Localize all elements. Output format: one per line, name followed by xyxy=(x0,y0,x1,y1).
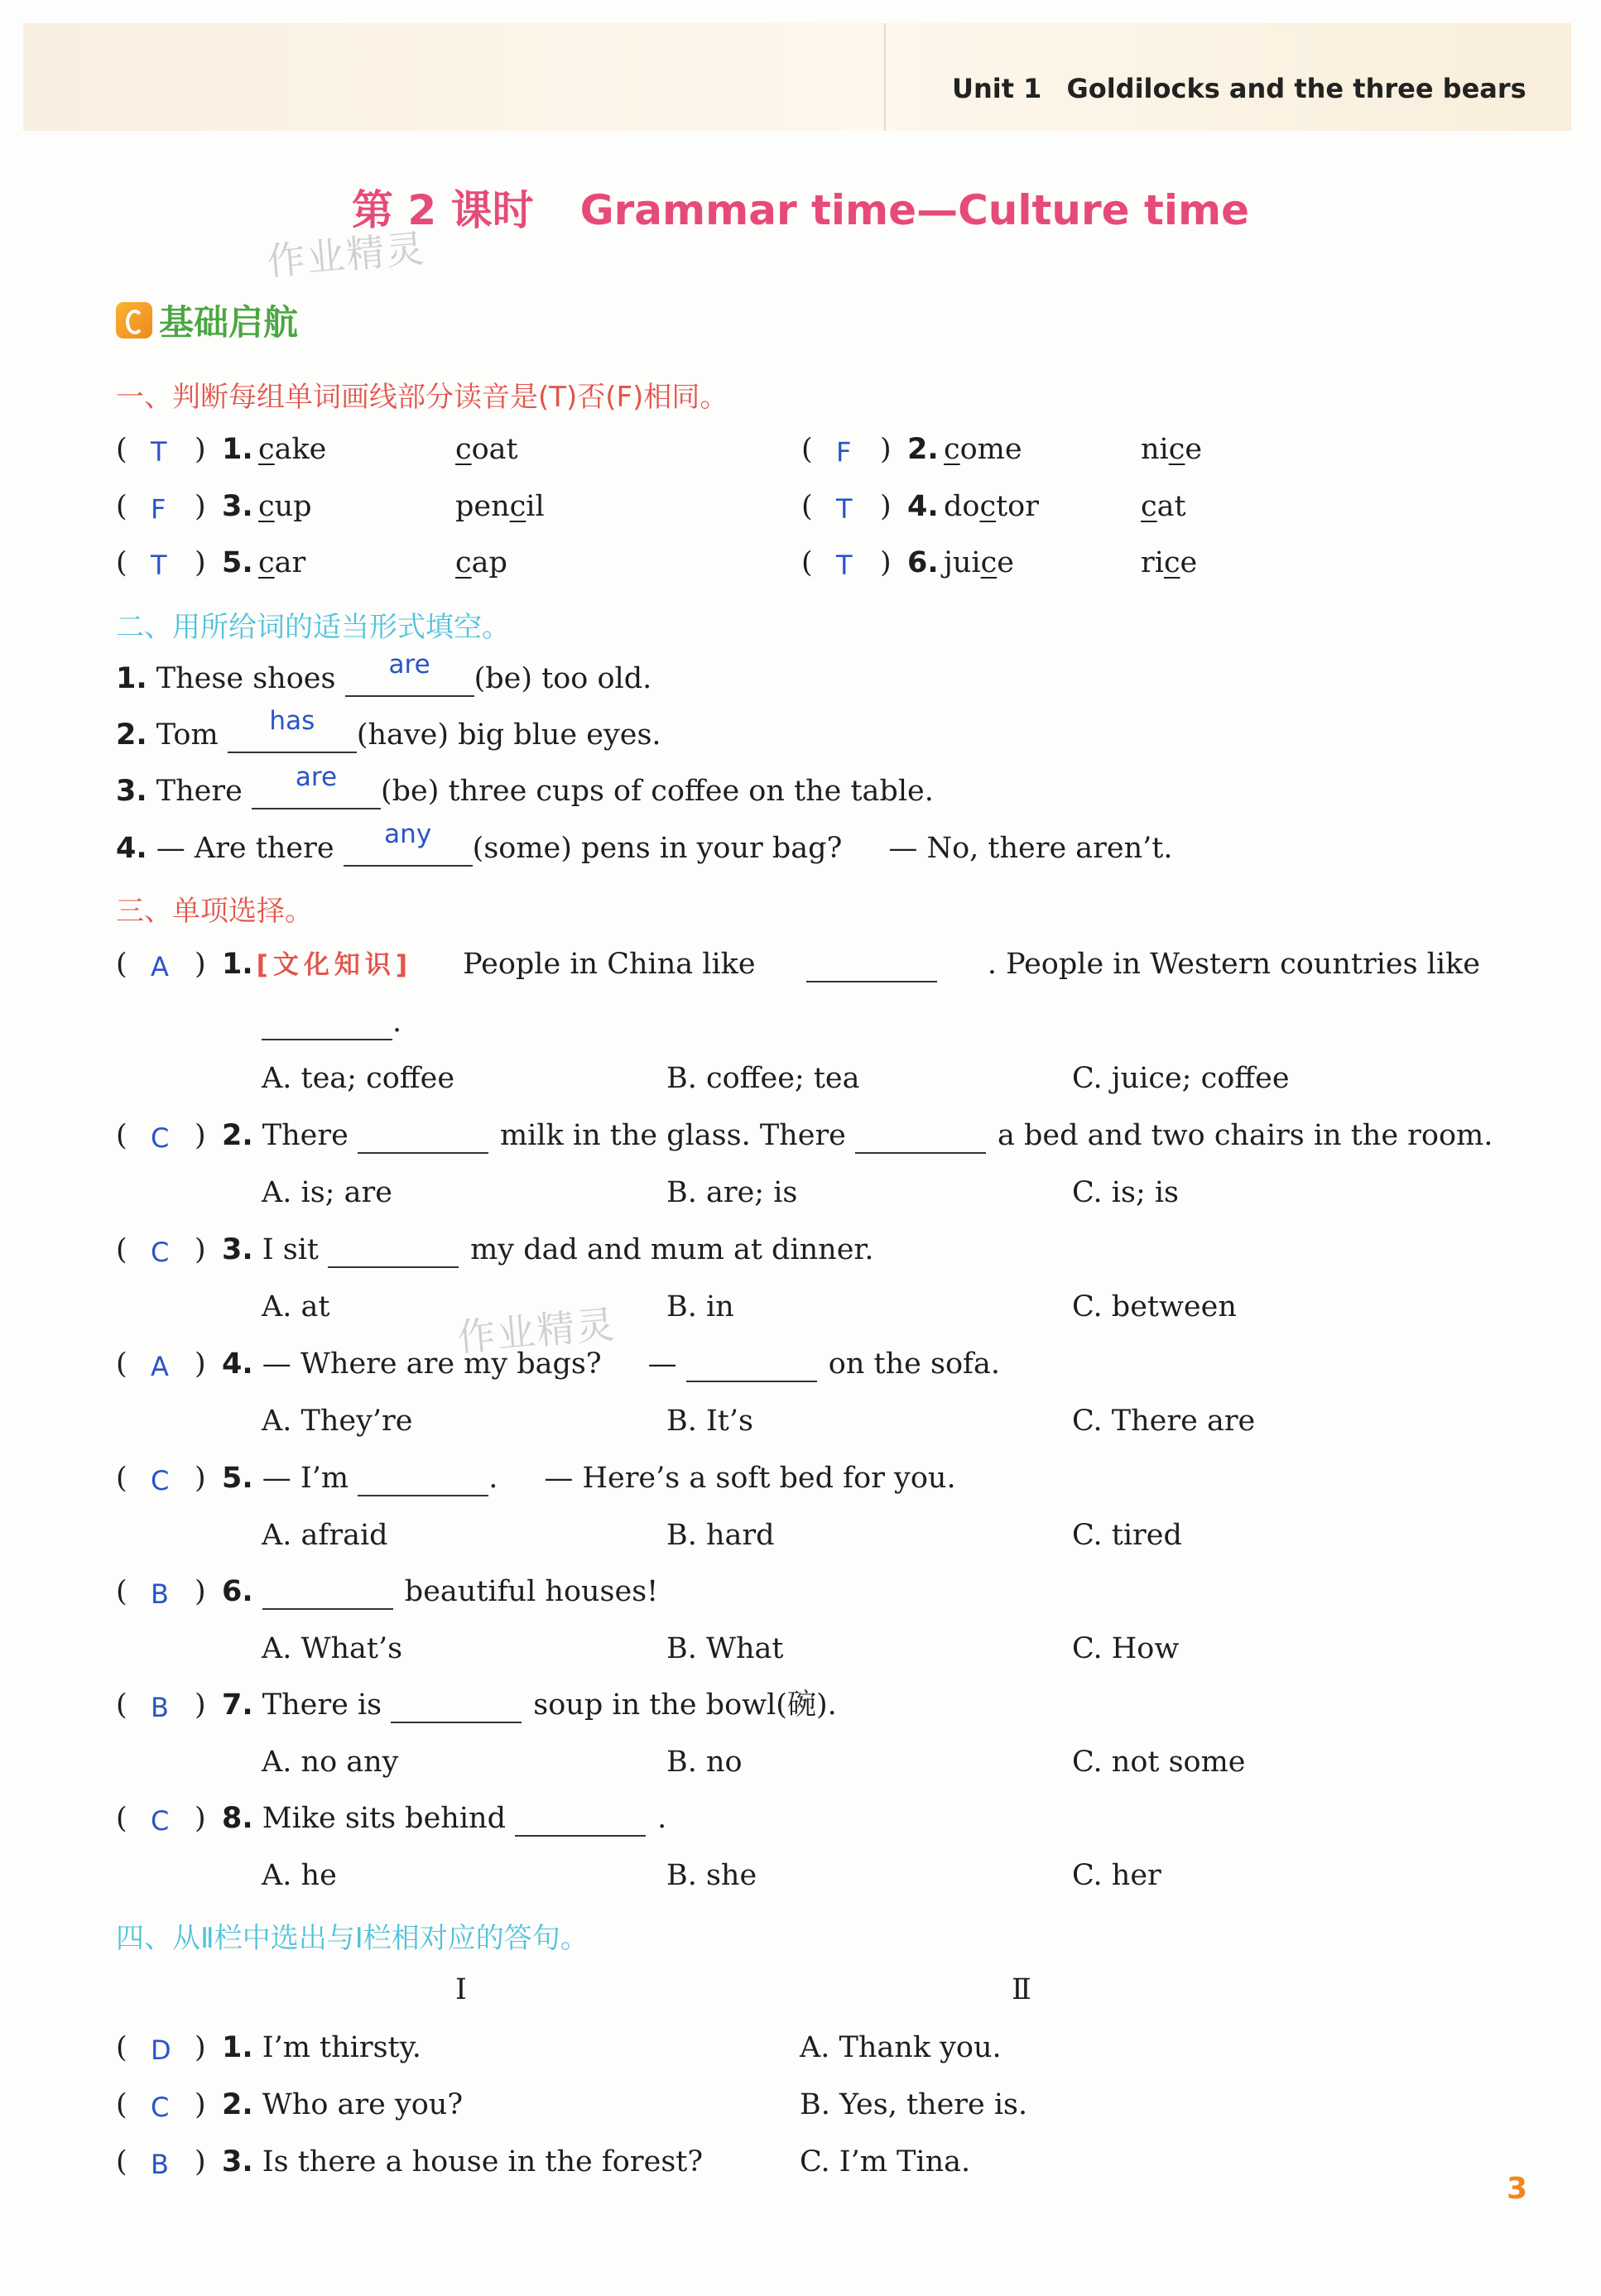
option-b: B. coffee; tea xyxy=(666,1062,860,1095)
sentence-part: on the sofa. xyxy=(828,1347,1000,1381)
word xyxy=(455,490,545,523)
part3-title: 三、单项选择。 xyxy=(116,895,313,928)
sentence-part: There xyxy=(156,775,243,808)
paren-right: ) xyxy=(195,1347,206,1381)
paren-right: ) xyxy=(195,1119,206,1152)
option-c: C. between xyxy=(1072,1290,1237,1323)
sentence-part: People in China like xyxy=(463,948,756,981)
word-2 xyxy=(1141,546,1197,579)
question-text xyxy=(222,1119,1493,1154)
paren-right: ) xyxy=(195,1688,206,1722)
part1-title: 一、判断每组单词画线部分读音是(T)否(F)相同。 xyxy=(116,381,728,414)
word-part: oat xyxy=(471,433,518,466)
paren-left: ( xyxy=(801,433,813,466)
option-a: A. tea; coffee xyxy=(262,1062,455,1095)
word-2 xyxy=(1141,433,1202,466)
word-part: ome xyxy=(959,433,1022,466)
question-text xyxy=(222,948,1480,982)
lesson-title: 第 2 课时 Grammar time—Culture time xyxy=(351,186,1250,234)
culture-tag: [文化知识] xyxy=(256,950,412,980)
sentence-part: — Here’s a soft bed for you. xyxy=(544,1462,956,1495)
word-2 xyxy=(455,433,518,466)
sentence-part: soup in the bowl(碗). xyxy=(533,1688,837,1722)
sentence-part: . xyxy=(657,1802,667,1835)
paren-right: ) xyxy=(195,2031,206,2064)
answer-blank xyxy=(328,1233,459,1268)
sentence-part: . xyxy=(392,1006,402,1039)
word-1 xyxy=(944,490,1039,523)
word-part: ni xyxy=(1141,433,1169,466)
word-part: ar xyxy=(274,546,306,579)
paren-left: ( xyxy=(801,546,813,579)
question-number: 2. xyxy=(222,1119,253,1152)
underlined-letters: c xyxy=(1141,490,1157,523)
underlined-letters: c xyxy=(258,490,275,523)
sentence-part: I sit xyxy=(262,1233,319,1266)
answer-blank xyxy=(358,1462,488,1496)
option-a: A. afraid xyxy=(262,1519,388,1552)
paren-right: ) xyxy=(195,546,206,579)
blank-answer: any xyxy=(384,819,432,849)
answer-blank xyxy=(345,650,474,697)
option-b: B. in xyxy=(666,1290,734,1323)
underlined-letters: c xyxy=(979,490,997,523)
answer-blank xyxy=(686,1347,817,1382)
word-part: e xyxy=(1180,546,1198,579)
sentence-part: (have) big blue eyes. xyxy=(356,718,661,752)
answer-blank xyxy=(855,1119,986,1154)
question-number: 7. xyxy=(222,1688,253,1722)
answer-mark: B xyxy=(151,2149,169,2180)
word xyxy=(455,433,518,466)
question-number: 2. xyxy=(907,433,939,466)
sentence-part: Tom xyxy=(156,718,219,752)
question-number: 3. xyxy=(222,1233,253,1266)
question-number: 1. xyxy=(222,948,253,981)
word-part: do xyxy=(944,490,980,523)
paren-left: ( xyxy=(116,948,127,981)
question-number: 4. xyxy=(116,832,147,865)
word-1 xyxy=(258,433,326,466)
match-option: C. I’m Tina. xyxy=(800,2145,971,2178)
answer-blank xyxy=(358,1119,488,1154)
word-part: ri xyxy=(1141,546,1164,579)
paren-right: ) xyxy=(195,2145,206,2178)
paren-right: ) xyxy=(195,433,206,466)
paren-right: ) xyxy=(195,490,206,523)
watermark: 作业精灵 xyxy=(455,1301,618,1361)
section-title: 基础启航 xyxy=(116,295,298,345)
sentence-part: Mike sits behind xyxy=(262,1802,506,1835)
question-text: Is there a house in the forest? xyxy=(262,2145,704,2178)
answer-mark: T xyxy=(151,550,167,581)
option-a: A. no any xyxy=(262,1746,399,1779)
header-divider xyxy=(884,23,886,131)
word-part: ake xyxy=(274,433,327,466)
question-text xyxy=(222,1347,1000,1382)
paren-left: ( xyxy=(801,490,813,523)
paren-left: ( xyxy=(116,1347,127,1381)
question-text xyxy=(222,1802,666,1837)
word xyxy=(455,546,507,579)
word-part: up xyxy=(274,490,312,523)
paren-right: ) xyxy=(195,2088,206,2121)
paren-left: ( xyxy=(116,1462,127,1495)
answer-blank xyxy=(515,1802,646,1837)
sentence-part: There xyxy=(262,1119,349,1152)
option-b: B. no xyxy=(666,1746,743,1779)
word-part: at xyxy=(1156,490,1186,523)
option-c: C. her xyxy=(1072,1859,1161,1892)
blank-answer: are xyxy=(295,762,338,792)
fill-blank-item xyxy=(116,650,652,697)
answer-blank xyxy=(228,706,357,753)
paren-left: ( xyxy=(116,433,127,466)
question-text xyxy=(222,1688,837,1723)
answer-mark: T xyxy=(836,493,853,525)
answer-blank xyxy=(391,1688,522,1723)
match-question xyxy=(222,2031,421,2064)
word-2 xyxy=(1141,490,1186,523)
paren-left: ( xyxy=(116,1688,127,1722)
underlined-letters: c xyxy=(258,433,275,466)
question-number: 2. xyxy=(222,2088,253,2121)
question-number: 1. xyxy=(222,2031,253,2064)
answer-mark: A xyxy=(151,1351,169,1382)
response: — No, there aren’t. xyxy=(888,832,1173,865)
option-a: A. They’re xyxy=(262,1405,413,1438)
option-c: C. There are xyxy=(1072,1405,1256,1438)
sentence-part: There is xyxy=(262,1688,382,1722)
column-1-header: Ⅰ xyxy=(455,1973,467,2006)
match-option: B. Yes, there is. xyxy=(800,2088,1028,2121)
question-number: 8. xyxy=(222,1802,253,1835)
fill-blank-item xyxy=(116,819,1173,867)
question-number: 1. xyxy=(222,433,253,466)
paren-right: ) xyxy=(195,1575,206,1608)
blank-answer: are xyxy=(388,650,430,680)
question-text: Who are you? xyxy=(262,2088,464,2121)
word-part: il xyxy=(526,490,545,523)
header-title: Unit 1 Goldilocks and the three bears xyxy=(952,73,1526,104)
sentence-part: a bed and two chairs in the room. xyxy=(998,1119,1493,1152)
answer-mark: B xyxy=(151,1578,169,1610)
answer-mark: C xyxy=(151,1122,170,1154)
paren-right: ) xyxy=(880,546,892,579)
word-1 xyxy=(258,490,312,523)
answer-blank xyxy=(252,762,381,809)
sentence-part: — Are there xyxy=(156,832,334,865)
question-lead xyxy=(222,948,412,982)
answer-blank xyxy=(262,1575,393,1610)
word xyxy=(258,490,312,523)
word-part: ap xyxy=(471,546,507,579)
question-text xyxy=(222,1462,956,1496)
option-a: A. he xyxy=(262,1859,337,1892)
answer-blank xyxy=(262,1006,392,1040)
anchor-icon xyxy=(116,302,152,339)
sentence-part: — I’m xyxy=(262,1462,349,1495)
underlined-letters: c xyxy=(1168,433,1185,466)
question-number: 4. xyxy=(222,1347,253,1381)
paren-right: ) xyxy=(195,1233,206,1266)
option-b: B. It’s xyxy=(666,1405,753,1438)
word xyxy=(1141,546,1197,579)
answer-mark: C xyxy=(151,1465,170,1496)
answer-mark: T xyxy=(151,436,167,468)
underlined-letters: c xyxy=(455,433,472,466)
answer-mark: D xyxy=(151,2034,171,2066)
answer-mark: C xyxy=(151,1805,170,1837)
answer-blank xyxy=(344,819,473,867)
answer-blank xyxy=(806,948,937,982)
word-1 xyxy=(944,433,1022,466)
option-c: C. not some xyxy=(1072,1746,1246,1779)
answer-mark: C xyxy=(151,2092,170,2123)
sentence-part: . People in Western countries like xyxy=(987,948,1480,981)
answer-mark: F xyxy=(151,493,166,525)
question-text-cont xyxy=(262,1006,401,1040)
paren-right: ) xyxy=(880,433,892,466)
option-b: B. hard xyxy=(666,1519,775,1552)
paren-left: ( xyxy=(116,2145,127,2178)
question-number: 5. xyxy=(222,1462,253,1495)
paren-left: ( xyxy=(116,546,127,579)
column-2-header: Ⅱ xyxy=(1012,1973,1031,2006)
fill-blank-item xyxy=(116,762,934,809)
paren-left: ( xyxy=(116,1575,127,1608)
question-number: 6. xyxy=(907,546,939,579)
underlined-letters: c xyxy=(258,546,275,579)
sentence-part: (be) three cups of coffee on the table. xyxy=(380,775,934,808)
answer-mark: T xyxy=(836,550,853,581)
underlined-letters: c xyxy=(509,490,526,523)
sentence-part: — xyxy=(647,1347,677,1381)
underlined-letters: c xyxy=(980,546,998,579)
word xyxy=(944,433,1022,466)
match-question xyxy=(222,2088,463,2121)
sentence-part: — Where are my bags? xyxy=(262,1347,602,1381)
question-number: 2. xyxy=(116,718,147,752)
question-text xyxy=(222,1233,873,1268)
question-number: 3. xyxy=(222,490,253,523)
word xyxy=(944,546,1014,579)
word xyxy=(1141,433,1202,466)
match-option: A. Thank you. xyxy=(800,2031,1002,2064)
option-a: A. What’s xyxy=(262,1632,403,1665)
answer-mark: B xyxy=(151,1692,169,1723)
word-2 xyxy=(455,490,545,523)
option-b: B. she xyxy=(666,1859,757,1892)
word xyxy=(258,433,326,466)
question-number: 1. xyxy=(116,662,147,695)
underlined-letters: c xyxy=(1163,546,1180,579)
blank-answer: has xyxy=(269,706,315,736)
option-b: B. are; is xyxy=(666,1176,798,1209)
question-number: 5. xyxy=(222,546,253,579)
option-a: A. at xyxy=(262,1290,330,1323)
match-question xyxy=(222,2145,703,2178)
sentence-part: my dad and mum at dinner. xyxy=(470,1233,874,1266)
question-number: 3. xyxy=(222,2145,253,2178)
answer-mark: C xyxy=(151,1237,170,1268)
question-number: 4. xyxy=(907,490,939,523)
fill-blank-item xyxy=(116,706,661,753)
paren-right: ) xyxy=(195,1462,206,1495)
part2-title: 二、用所给词的适当形式填空。 xyxy=(116,611,510,644)
underlined-letters: c xyxy=(455,546,472,579)
word xyxy=(1141,490,1186,523)
paren-left: ( xyxy=(116,1802,127,1835)
word-1 xyxy=(258,546,305,579)
option-b: B. What xyxy=(666,1632,784,1665)
paren-left: ( xyxy=(116,1119,127,1152)
underlined-letters: c xyxy=(944,433,960,466)
paren-right: ) xyxy=(195,1802,206,1835)
sentence-part: . xyxy=(488,1462,498,1495)
word-part: pen xyxy=(455,490,510,523)
question-text xyxy=(222,1575,658,1610)
part4-title: 四、从Ⅱ栏中选出与Ⅰ栏相对应的答句。 xyxy=(116,1922,589,1955)
watermark: 作业精灵 xyxy=(265,225,428,285)
word-part: jui xyxy=(944,546,981,579)
question-number: 3. xyxy=(116,775,147,808)
option-c: C. How xyxy=(1072,1632,1180,1665)
sentence-part: (be) too old. xyxy=(474,662,652,695)
option-c: C. is; is xyxy=(1072,1176,1180,1209)
paren-right: ) xyxy=(880,490,892,523)
paren-left: ( xyxy=(116,2088,127,2121)
word-2 xyxy=(455,546,507,579)
option-a: A. is; are xyxy=(262,1176,392,1209)
option-c: C. juice; coffee xyxy=(1072,1062,1290,1095)
option-c: C. tired xyxy=(1072,1519,1182,1552)
sentence-part: These shoes xyxy=(156,662,336,695)
paren-right: ) xyxy=(195,948,206,981)
word-part: e xyxy=(997,546,1014,579)
page-number: 3 xyxy=(1507,2172,1528,2206)
word xyxy=(944,490,1039,523)
question-number: 6. xyxy=(222,1575,253,1608)
paren-left: ( xyxy=(116,1233,127,1266)
answer-mark: A xyxy=(151,951,169,982)
word-part: e xyxy=(1185,433,1203,466)
word-1 xyxy=(944,546,1014,579)
sentence-part: beautiful houses! xyxy=(404,1575,659,1608)
paren-left: ( xyxy=(116,490,127,523)
sentence-part: milk in the glass. There xyxy=(499,1119,846,1152)
question-text: I’m thirsty. xyxy=(262,2031,421,2064)
word xyxy=(258,546,305,579)
sentence-part: (some) pens in your bag? xyxy=(472,832,843,865)
paren-left: ( xyxy=(116,2031,127,2064)
answer-mark: F xyxy=(836,436,852,468)
word-part: tor xyxy=(996,490,1039,523)
